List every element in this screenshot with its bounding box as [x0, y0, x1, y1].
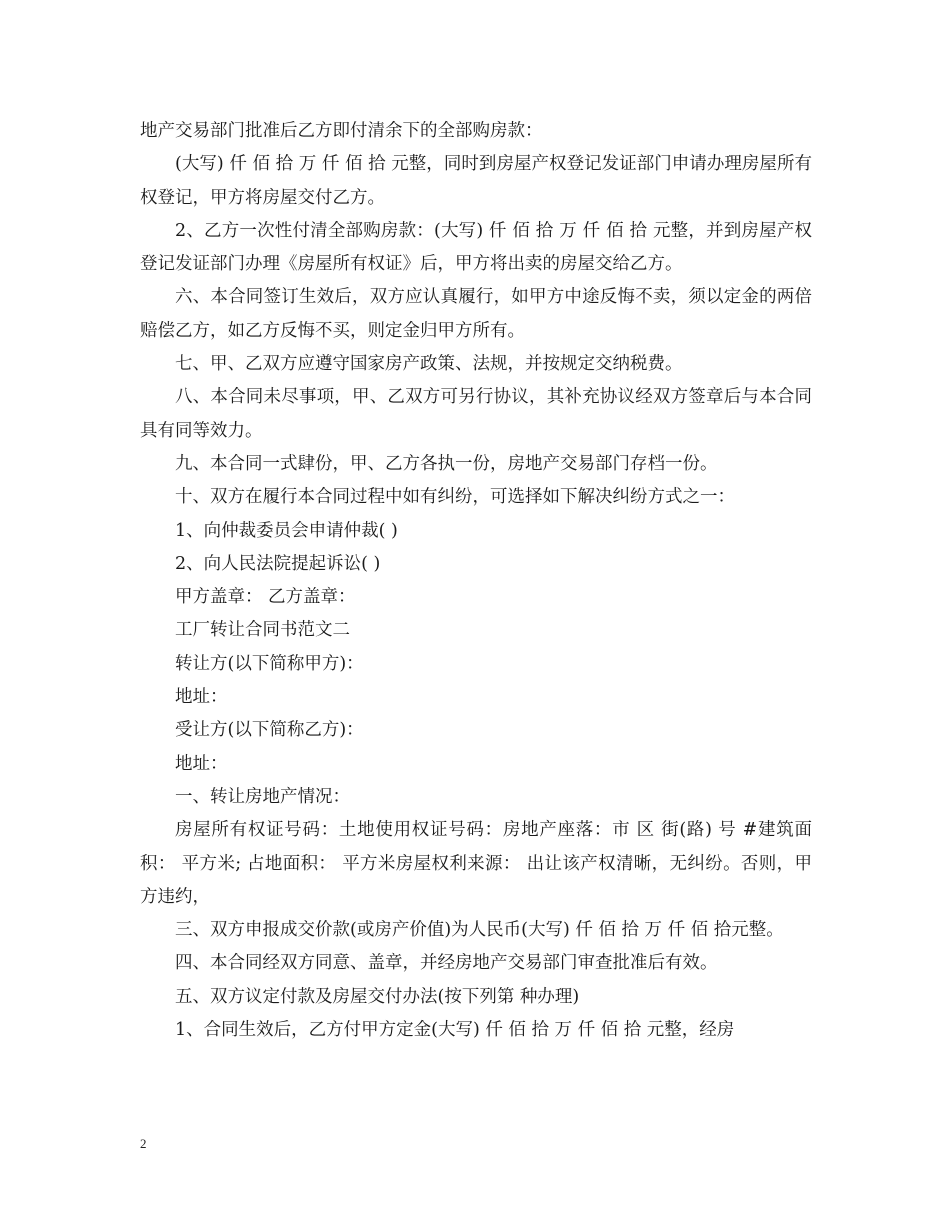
page-number: 2: [140, 1136, 147, 1151]
paragraph: 1、向仲裁委员会申请仲裁( ): [175, 520, 398, 541]
paragraph: 九、本合同一式肆份，甲、乙方各执一份，房地产交易部门存档一份。: [175, 453, 718, 474]
paragraph: 四、本合同经双方同意、盖章，并经房地产交易部门审查批准后有效。: [175, 953, 718, 974]
paragraph: 地产交易部门批准后乙方即付清余下的全部购房款：: [140, 121, 543, 141]
paragraph: 三、双方申报成交价款(或房产价值)为人民币(大写) 仟 佰 拾 万 仟 佰 拾元整。: [175, 920, 784, 941]
paragraph: 2、向人民法院提起诉讼( ): [175, 553, 381, 574]
paragraph: 五、双方议定付款及房屋交付办法(按下列第 种办理): [175, 986, 580, 1007]
paragraph: 2、乙方一次性付清全部购房款：(大写) 仟 佰 拾 万 仟 佰 拾 元整，并到房屋产权登记发证部门办理《房屋所有权证》后，甲方将出卖的房屋交给乙方。: [140, 220, 812, 275]
paragraph: 一、转让房地产情况：: [175, 786, 350, 807]
paragraph: 八、本合同未尽事项，甲、乙双方可另行协议，其补充协议经双方签章后与本合同具有同等效力。: [140, 387, 812, 441]
paragraph: 地址：: [175, 687, 228, 708]
paragraph: 受让方(以下简称乙方)：: [175, 720, 364, 741]
document-body: [140, 115, 812, 1047]
paragraph: 房屋所有权证号码：土地使用权证号码：房地产座落：市 区 街(路) 号 #建筑面积： 平方米; 占地面积： 平方米房屋权利来源： 出让该产权清晰，无纠纷。否则，甲方违约，: [140, 820, 812, 907]
paragraph: (大写) 仟 佰 拾 万 仟 佰 拾 元整，同时到房屋产权登记发证部门申请办理房屋所有权登记，甲方将房屋交付乙方。: [140, 154, 812, 208]
section-title: 工厂转让合同书范文二: [175, 620, 350, 641]
paragraph: 十、双方在履行本合同过程中如有纠纷，可选择如下解决纠纷方式之一：: [175, 487, 735, 508]
paragraph: 地址：: [175, 753, 228, 774]
paragraph: 六、本合同签订生效后，双方应认真履行，如甲方中途反悔不卖，须以定金的两倍赔偿乙方，如乙方反悔不买，则定金归甲方所有。: [140, 287, 812, 341]
paragraph: 转让方(以下简称甲方)：: [175, 653, 364, 674]
signature-line: 甲方盖章： 乙方盖章：: [175, 587, 356, 608]
paragraph: 七、甲、乙双方应遵守国家房产政策、法规，并按规定交纳税费。: [175, 354, 683, 375]
paragraph: 1、合同生效后，乙方付甲方定金(大写) 仟 佰 拾 万 仟 佰 拾 元整，经房: [175, 1020, 735, 1041]
